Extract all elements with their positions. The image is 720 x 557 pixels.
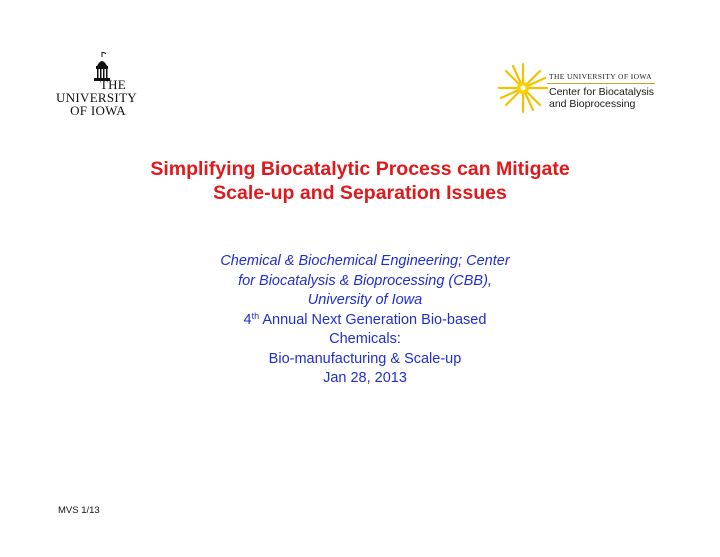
title-line-1: Simplifying Biocatalytic Process can Mitigate bbox=[150, 158, 570, 180]
event-ordinal-suffix: th bbox=[251, 310, 260, 321]
slide-footer: MVS 1/13 bbox=[58, 505, 100, 516]
cbb-name bbox=[549, 86, 654, 110]
event-line-3: Bio-manufacturing & Scale-up bbox=[268, 350, 462, 367]
university-of-iowa-logo bbox=[56, 52, 137, 118]
cbb-logo bbox=[497, 62, 667, 114]
event-line-1 bbox=[160, 311, 570, 331]
dept-line-2: for Biocatalysis & Bioprocessing (CBB), bbox=[238, 272, 492, 289]
starburst-icon bbox=[497, 62, 549, 114]
dept-line-1: Chemical & Biochemical Engineering; Center bbox=[220, 253, 510, 269]
title-line-2: Scale-up and Separation Issues bbox=[213, 182, 507, 204]
wordmark-line-1: THE bbox=[99, 77, 126, 92]
event-title-part-1: Annual Next Generation Bio-based bbox=[259, 311, 487, 328]
cbb-divider bbox=[547, 83, 655, 84]
dept-line-3: University of Iowa bbox=[307, 292, 423, 308]
wordmark-line-2: UNIVERSITY bbox=[56, 90, 137, 105]
cbb-university-label: THE UNIVERSITY OF IOWA bbox=[549, 72, 652, 81]
event-ordinal: 4 bbox=[243, 311, 252, 328]
wordmark-line-3: OF IOWA bbox=[70, 103, 126, 118]
slide-subtitle bbox=[160, 252, 570, 389]
cbb-name-line-2: and Bioprocessing bbox=[549, 98, 636, 110]
slide-title bbox=[60, 157, 660, 205]
cbb-name-line-1: Center for Biocatalysis bbox=[549, 86, 655, 98]
event-date: Jan 28, 2013 bbox=[323, 370, 407, 386]
university-wordmark bbox=[56, 77, 137, 118]
event-line-2: Chemicals: bbox=[329, 331, 401, 347]
